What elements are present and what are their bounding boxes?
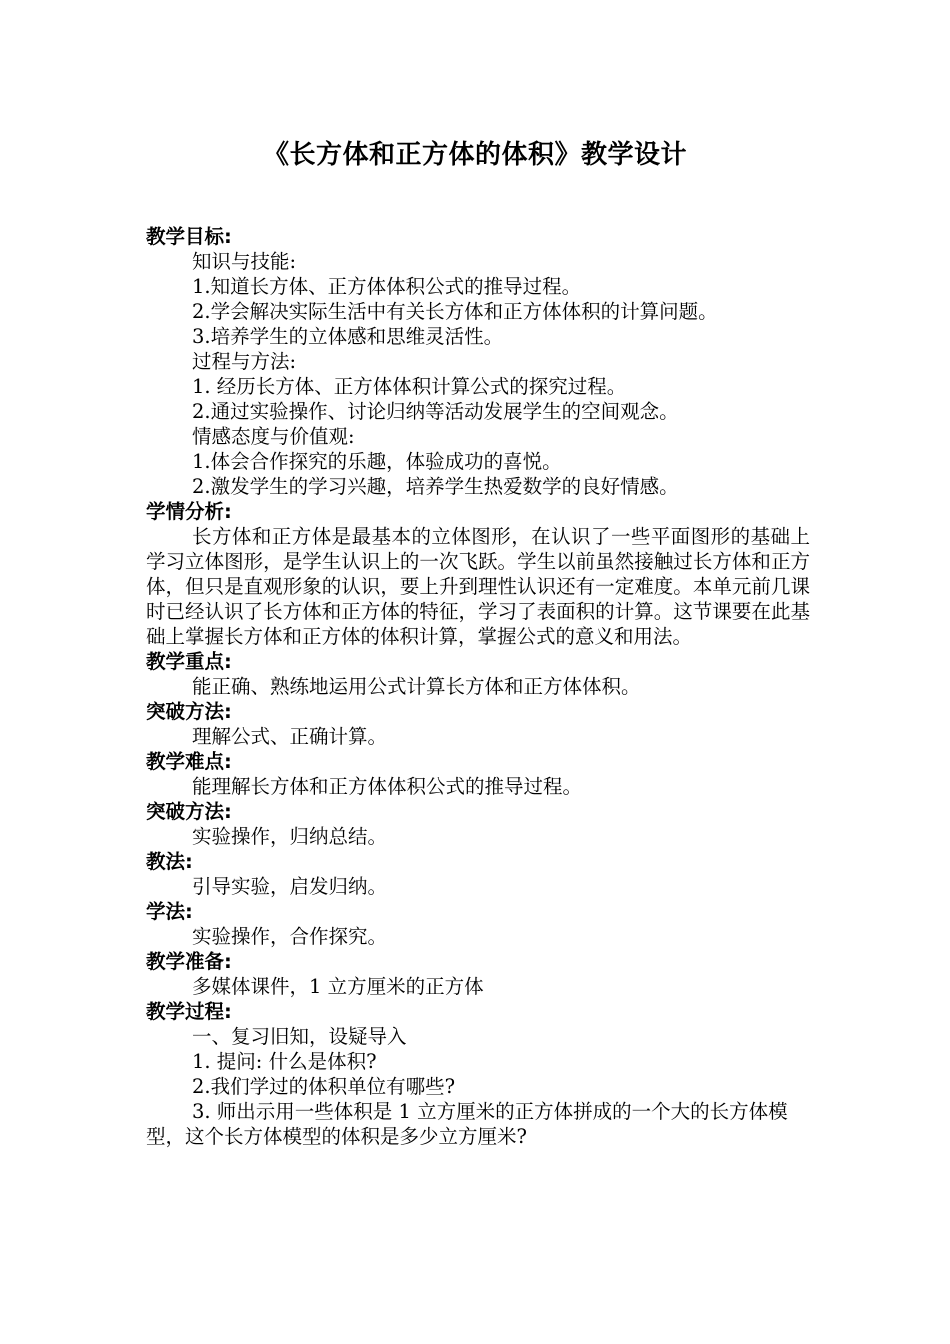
key-point-heading: 教学重点: xyxy=(146,650,232,673)
preparation-text: 多媒体课件，1 立方厘米的正方体 xyxy=(192,975,484,998)
breakthrough-heading-1: 突破方法: xyxy=(146,700,232,723)
emotion-item-2: 2.激发学生的学习兴趣，培养学生热爱数学的良好情感。 xyxy=(192,475,679,498)
knowledge-item-1: 1.知道长方体、正方体体积公式的推导过程。 xyxy=(192,275,582,298)
preparation-heading: 教学准备: xyxy=(146,950,232,973)
knowledge-item-2: 2.学会解决实际生活中有关长方体和正方体体积的计算问题。 xyxy=(192,300,718,323)
analysis-heading: 学情分析: xyxy=(146,500,232,523)
process-step-1: 一、复习旧知，设疑导入 xyxy=(192,1025,407,1048)
teaching-process-heading: 教学过程: xyxy=(146,1000,232,1023)
process-item-2: 2.我们学过的体积单位有哪些? xyxy=(192,1075,456,1098)
teaching-method-heading: 教法: xyxy=(146,850,193,873)
knowledge-item-3: 3.培养学生的立体感和思维灵活性。 xyxy=(192,325,504,348)
breakthrough-heading-2: 突破方法: xyxy=(146,800,232,823)
process-method-heading: 过程与方法: xyxy=(192,350,297,373)
knowledge-heading: 知识与技能: xyxy=(192,250,297,273)
analysis-paragraph: 长方体和正方体是最基本的立体图形，在认识了一些平面图形的基础上学习立体图形，是学生认识上的一次飞跃。学生以前虽然接触过长方体和正方体，但只是直观形象的认识，要上升到理性认识还有一定难度。本单元前几课时已经认识了长方体和正方体的特征，学习了表面积的计算。这节课要在此基础上掌握长方体和正方体的体积计算，掌握公式的意义和用法。 xyxy=(146,525,810,648)
emotion-item-1: 1.体会合作探究的乐趣，体验成功的喜悦。 xyxy=(192,450,562,473)
learning-method-heading: 学法: xyxy=(146,900,193,923)
difficulty-text: 能理解长方体和正方体体积公式的推导过程。 xyxy=(192,775,583,798)
breakthrough-text-2: 实验操作，归纳总结。 xyxy=(192,825,388,848)
document-title: 《长方体和正方体的体积》教学设计 xyxy=(262,140,687,170)
emotion-heading: 情感态度与价值观: xyxy=(192,425,355,448)
process-method-item-1: 1. 经历长方体、正方体体积计算公式的探究过程。 xyxy=(192,375,627,398)
document-body xyxy=(146,224,810,1149)
teaching-method-text: 引导实验，启发归纳。 xyxy=(192,875,388,898)
process-method-item-2: 2.通过实验操作、讨论归纳等活动发展学生的空间观念。 xyxy=(192,400,679,423)
process-item-1: 1. 提问: 什么是体积? xyxy=(192,1050,377,1073)
objectives-heading: 教学目标: xyxy=(146,225,232,248)
learning-method-text: 实验操作，合作探究。 xyxy=(192,925,388,948)
key-point-text: 能正确、熟练地运用公式计算长方体和正方体体积。 xyxy=(192,675,641,698)
breakthrough-text-1: 理解公式、正确计算。 xyxy=(192,725,388,748)
process-item-3: 3. 师出示用一些体积是 1 立方厘米的正方体拼成的一个大的长方体模型，这个长方体模型的体积是多少立方厘米? xyxy=(146,1100,788,1148)
difficulty-heading: 教学难点: xyxy=(146,750,232,773)
